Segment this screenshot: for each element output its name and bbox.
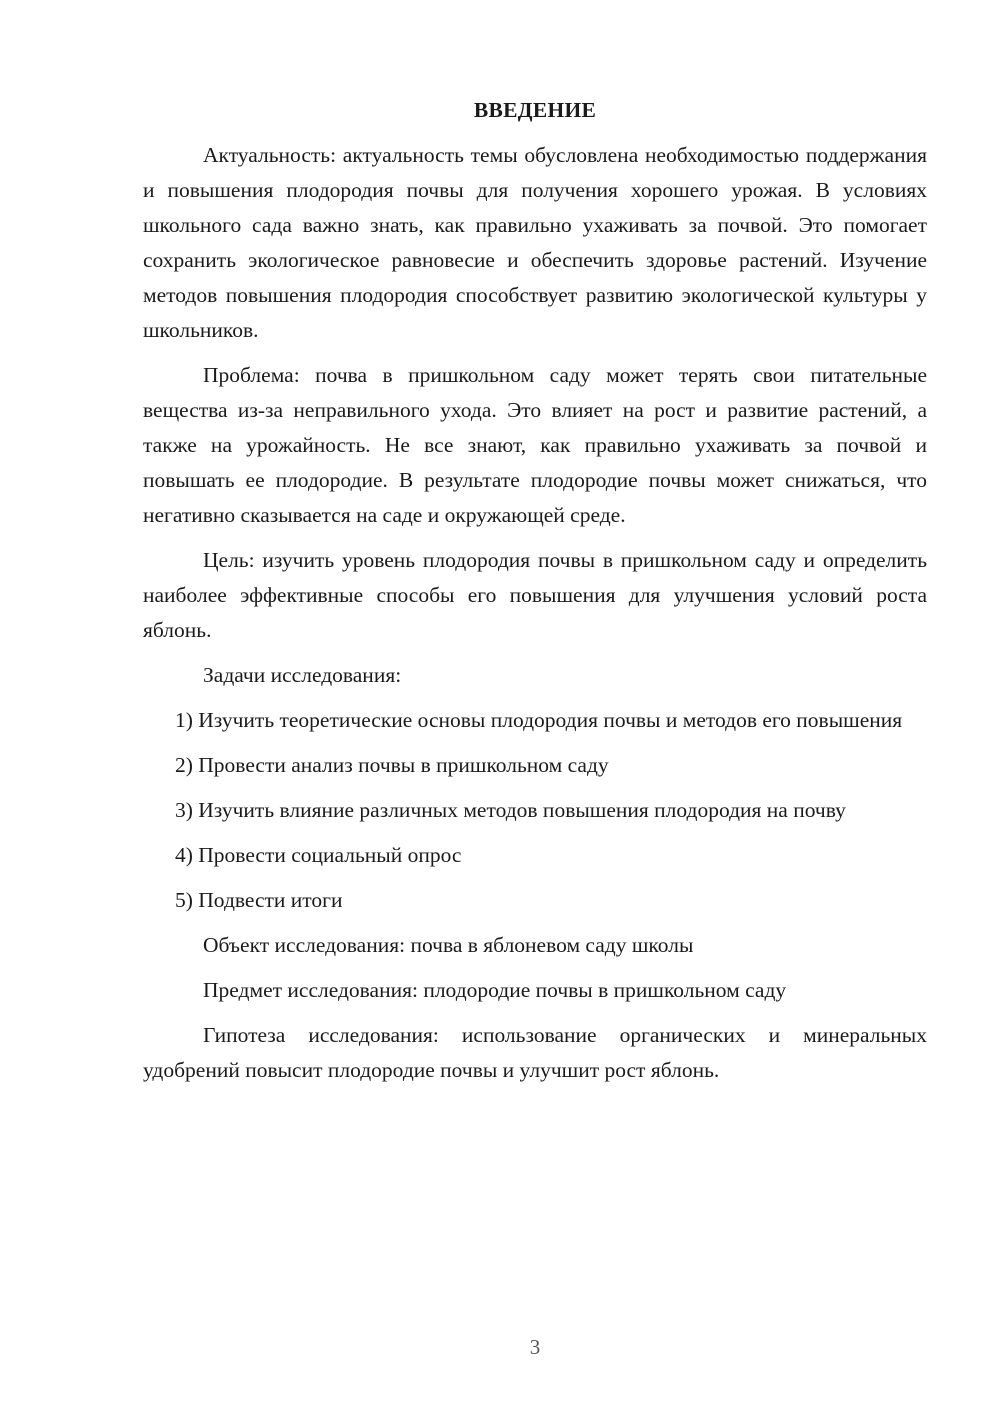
task-item-3: 3) Изучить влияние различных методов повышения плодородия на почву [175, 798, 846, 822]
goal-paragraph: Цель: изучить уровень плодородия почвы в пришкольном саду и определить наиболее эффективные способы его повышения для улучшения условий роста яблонь. [143, 548, 927, 642]
page-number: 3 [529, 1335, 541, 1359]
task-item-1: 1) Изучить теоретические основы плодородия почвы и методов его повышения [175, 708, 903, 732]
task-item-2: 2) Провести анализ почвы в пришкольном саду [175, 753, 609, 777]
relevance-paragraph: Актуальность: актуальность темы обусловлена необходимостью поддержания и повышения плодородия почвы для получения хорошего урожая. В условиях школьного сада важно знать, как правильно ухаживать за почвой. Это помогает сохранить экологическое равновесие и обеспечить здоровье растений. Изучение методов повышения плодородия способствует развитию экологической культуры у школьников. [143, 143, 927, 342]
object-paragraph: Объект исследования: почва в яблоневом саду школы [203, 933, 694, 957]
hypothesis-paragraph: Гипотеза исследования: использование органических и минеральных удобрений повысит плодородие почвы и улучшит рост яблонь. [143, 1023, 927, 1082]
tasks-heading: Задачи исследования: [203, 663, 402, 687]
page-content [143, 93, 927, 1098]
page-title: ВВЕДЕНИЕ [473, 98, 597, 122]
problem-paragraph: Проблема: почва в пришкольном саду может терять свои питательные вещества из-за неправильного ухода. Это влияет на рост и развитие растений, а также на урожайность. Не все знают, как правильно ухаживать за почвой и повышать ее плодородие. В результате плодородие почвы может снижаться, что негативно сказывается на саде и окружающей среде. [143, 363, 927, 527]
task-item-5: 5) Подвести итоги [175, 888, 343, 912]
subject-paragraph: Предмет исследования: плодородие почвы в пришкольном саду [203, 978, 787, 1002]
task-item-4: 4) Провести социальный опрос [175, 843, 462, 867]
